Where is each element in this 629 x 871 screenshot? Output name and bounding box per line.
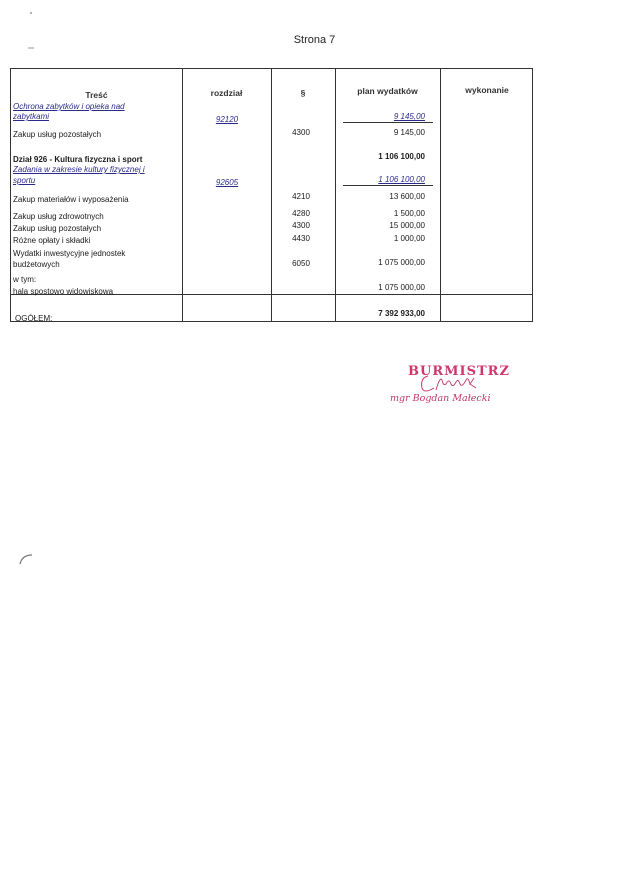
header-wykonanie: wykonanie — [465, 85, 509, 95]
column-divider — [271, 69, 272, 321]
table-row-plan: 15 000,00 — [389, 221, 425, 230]
subtotal-underline — [343, 185, 433, 186]
column-divider — [182, 69, 183, 321]
table-row-tresc: Zakup usług zdrowotnych — [13, 212, 104, 221]
table-row-paragraf: 4300 — [292, 221, 310, 230]
table-row-tresc: Zakup usług pozostałych — [13, 130, 102, 139]
table-row-paragraf: 4430 — [292, 234, 310, 243]
budget-table — [10, 68, 533, 322]
table-row-paragraf: 4300 — [292, 128, 310, 137]
table-row-paragraf: 4280 — [292, 209, 310, 218]
scan-mark — [28, 46, 36, 50]
table-row-plan: 1 106 100,00 — [378, 152, 425, 161]
header-rozdzial: rozdział — [210, 88, 243, 98]
table-row-tresc: zabytkami — [13, 112, 50, 121]
subtotal-underline — [343, 122, 433, 123]
table-row-plan: 1 106 100,00 — [378, 175, 425, 184]
table-row-tresc: w tym: — [13, 275, 37, 284]
table-row-tresc: Ochrona zabytków i opieka nad — [13, 102, 125, 111]
table-row-tresc: Zakup materiałów i wyposażenia — [13, 195, 129, 204]
table-row-plan: 1 500,00 — [393, 209, 425, 218]
stamp-title: BURMISTRZ — [408, 364, 510, 379]
table-row-plan: 1 075 000,00 — [378, 258, 425, 267]
column-divider — [440, 69, 441, 321]
header-plan: plan wydatków — [357, 86, 418, 96]
mayor-stamp — [370, 360, 550, 420]
total-plan: 7 392 933,00 — [378, 309, 425, 318]
scan-mark — [28, 10, 34, 16]
table-row-rozdzial: 92605 — [215, 178, 239, 187]
table-row-plan: 9 145,00 — [393, 128, 425, 137]
table-row-tresc: Dział 926 - Kultura fizyczna i sport — [13, 155, 143, 164]
header-tresc: Treść — [85, 90, 108, 100]
table-row-tresc: Wydatki inwestycyjne jednostek — [13, 249, 126, 258]
table-row-paragraf: 4210 — [292, 192, 310, 201]
page-title: Strona 7 — [293, 34, 336, 46]
table-row-plan: 1 000,00 — [393, 234, 425, 243]
table-row-plan: 1 075 000,00 — [378, 283, 425, 292]
table-row-tresc: budżetowych — [13, 260, 60, 269]
table-row-rozdzial: 92120 — [215, 115, 239, 124]
table-row-tresc: hala spostowo widowiskowa — [13, 287, 114, 296]
table-row-tresc: Zakup usług pozostałych — [13, 224, 102, 233]
table-row-tresc: sportu — [13, 176, 36, 185]
table-row-tresc: Różne opłaty i składki — [13, 236, 91, 245]
header-paragraf: § — [300, 88, 306, 98]
table-row-paragraf: 6050 — [292, 259, 310, 268]
scan-mark — [18, 552, 36, 566]
stamp-name: mgr Bogdan Małecki — [390, 393, 491, 404]
total-label: OGÓŁEM: — [15, 314, 53, 323]
table-row-plan: 9 145,00 — [393, 112, 425, 121]
table-row-tresc: Zadania w zakresie kultury fizycznej i — [13, 165, 145, 174]
table-row-plan: 13 600,00 — [389, 192, 425, 201]
